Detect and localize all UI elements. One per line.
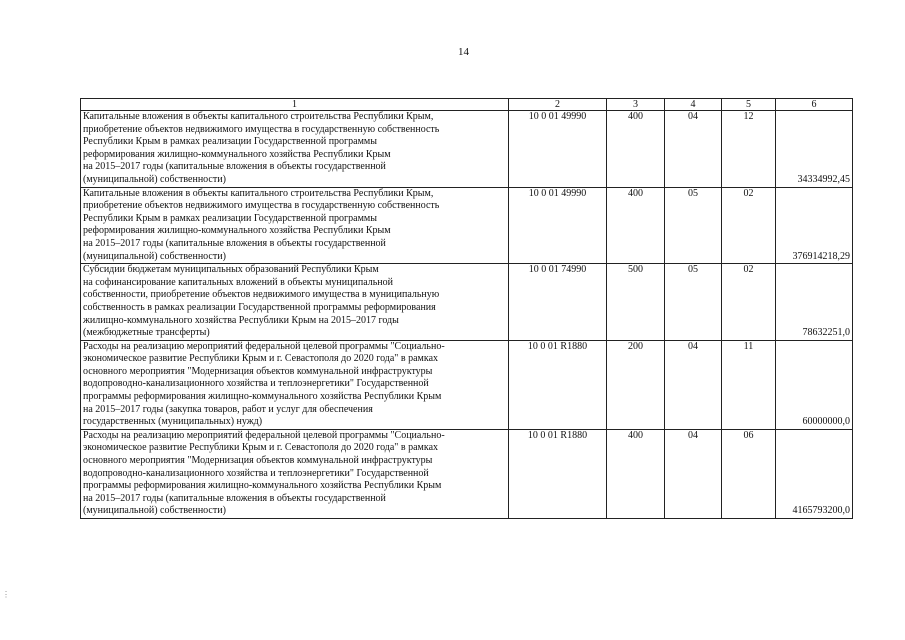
budget-table <box>80 98 853 519</box>
description-line: (межбюджетные трансферты) <box>83 327 210 339</box>
description-line: программы реформирования жилищно-коммунального хозяйства Республики Крым <box>83 391 442 403</box>
description-line: (муниципальной) собственности) <box>83 505 226 517</box>
description-line: на 2015–2017 годы (капитальные вложения в объекты государственной <box>83 237 386 249</box>
table-row <box>81 429 853 518</box>
description-line: экономическое развитие Республики Крым и г. Севастополя до 2020 года" в рамках <box>83 442 439 454</box>
description-line: Расходы на реализацию мероприятий федеральной целевой программы "Социально- <box>83 340 445 352</box>
description-line: программы реформирования жилищно-коммунального хозяйства Республики Крым <box>83 480 442 492</box>
column-header: 1 <box>81 99 509 111</box>
description-line: на 2015–2017 годы (закупка товаров, работ и услуг для обеспечения <box>83 403 373 415</box>
section-cell: 04 <box>665 429 722 518</box>
section-cell: 04 <box>665 111 722 188</box>
description-line: государственных (муниципальных) нужд) <box>83 416 263 428</box>
row-description <box>81 264 509 341</box>
table-row <box>81 264 853 341</box>
description-line: на 2015–2017 годы (капитальные вложения в объекты государственной <box>83 492 386 504</box>
page-number: 14 <box>458 46 469 58</box>
description-line: Расходы на реализацию мероприятий федеральной целевой программы "Социально- <box>83 429 445 441</box>
subsection-cell: 11 <box>722 340 776 429</box>
column-header: 3 <box>607 99 665 111</box>
description-line: основного мероприятия "Модернизация объектов коммунальной инфраструктуры <box>83 455 433 467</box>
section-cell: 04 <box>665 340 722 429</box>
margin-mark: ⋮ <box>2 590 10 599</box>
target-article-cell: 10 0 01 49990 <box>509 111 607 188</box>
column-header: 4 <box>665 99 722 111</box>
amount-cell: 376914218,29 <box>776 187 853 264</box>
column-header: 2 <box>509 99 607 111</box>
table-row <box>81 340 853 429</box>
description-line: Капитальные вложения в объекты капитального строительства Республики Крым, <box>83 111 434 122</box>
expense-type-cell: 400 <box>607 429 665 518</box>
row-description <box>81 111 509 188</box>
description-line: Республики Крым в рамках реализации Государственной программы <box>83 136 377 148</box>
row-description <box>81 429 509 518</box>
table-row <box>81 187 853 264</box>
description-line: на 2015–2017 годы (капитальные вложения в объекты государственной <box>83 161 386 173</box>
amount-cell: 78632251,0 <box>776 264 853 341</box>
subsection-cell: 12 <box>722 111 776 188</box>
column-header: 5 <box>722 99 776 111</box>
description-line: Капитальные вложения в объекты капитального строительства Республики Крым, <box>83 187 434 199</box>
target-article-cell: 10 0 01 R1880 <box>509 429 607 518</box>
subsection-cell: 06 <box>722 429 776 518</box>
row-description <box>81 340 509 429</box>
description-line: реформирования жилищно-коммунального хозяйства Республики Крым <box>83 148 391 160</box>
description-line: приобретение объектов недвижимого имущества в государственную собственность <box>83 123 440 135</box>
description-line: экономическое развитие Республики Крым и г. Севастополя до 2020 года" в рамках <box>83 353 439 365</box>
description-line: реформирования жилищно-коммунального хозяйства Республики Крым <box>83 225 391 237</box>
description-line: водопроводно-канализационного хозяйства и теплоэнергетики" Государственной <box>83 378 429 390</box>
row-description <box>81 187 509 264</box>
description-line: Субсидии бюджетам муниципальных образований Республики Крым <box>83 264 379 276</box>
subsection-cell: 02 <box>722 187 776 264</box>
target-article-cell: 10 0 01 R1880 <box>509 340 607 429</box>
target-article-cell: 10 0 01 74990 <box>509 264 607 341</box>
description-line: на софинансирование капитальных вложений в объекты муниципальной <box>83 276 393 288</box>
amount-cell: 4165793200,0 <box>776 429 853 518</box>
description-line: приобретение объектов недвижимого имущества в государственную собственность <box>83 200 440 212</box>
table-row <box>81 111 853 188</box>
description-line: (муниципальной) собственности) <box>83 173 226 185</box>
column-header: 6 <box>776 99 853 111</box>
target-article-cell: 10 0 01 49990 <box>509 187 607 264</box>
amount-cell: 34334992,45 <box>776 111 853 188</box>
expense-type-cell: 400 <box>607 187 665 264</box>
section-cell: 05 <box>665 187 722 264</box>
description-line: собственность в рамках реализации Государственной программы реформирования <box>83 301 436 313</box>
table-header-row <box>81 99 853 111</box>
description-line: Республики Крым в рамках реализации Государственной программы <box>83 212 377 224</box>
expense-type-cell: 400 <box>607 111 665 188</box>
description-line: (муниципальной) собственности) <box>83 250 226 262</box>
description-line: основного мероприятия "Модернизация объектов коммунальной инфраструктуры <box>83 365 433 377</box>
description-line: собственности, приобретение объектов недвижимого имущества в муниципальную <box>83 289 440 301</box>
expense-type-cell: 200 <box>607 340 665 429</box>
description-line: водопроводно-канализационного хозяйства и теплоэнергетики" Государственной <box>83 467 429 479</box>
section-cell: 05 <box>665 264 722 341</box>
subsection-cell: 02 <box>722 264 776 341</box>
description-line: жилищно-коммунального хозяйства Республики Крым на 2015–2017 годы <box>83 314 399 326</box>
expense-type-cell: 500 <box>607 264 665 341</box>
amount-cell: 60000000,0 <box>776 340 853 429</box>
